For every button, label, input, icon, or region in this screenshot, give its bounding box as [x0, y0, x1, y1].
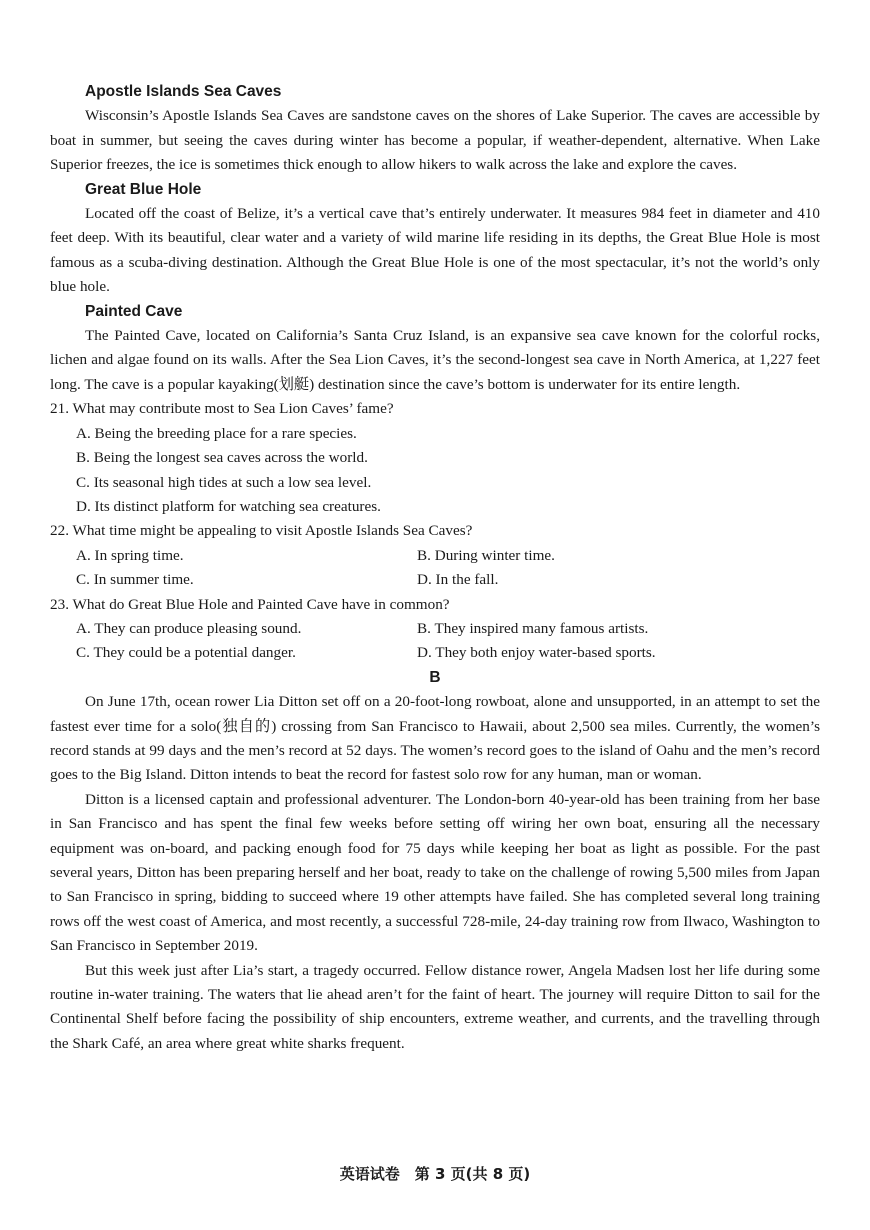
question-23-option-d: D. They both enjoy water-based sports. [417, 644, 656, 662]
passage-b-paragraph-1: On June 17th, ocean rower Lia Ditton set off on a 20-foot-long rowboat, alone and unsupported, in an attempt to set the fastest ever time for a solo(独自的) crossing from San Francisco to Hawaii, about 2,500 sea miles. Currently, the women’s record stands at 99 days and the men’s record at 52 days. The women’s record goes to the island of Oahu and the men’s record goes to the Big Island. Ditton intends to beat the record for fastest solo row for any human, man or woman. [50, 693, 820, 784]
question-21-option-b: B. Being the longest sea caves across the world. [76, 449, 368, 467]
question-21-option-d: D. Its distinct platform for watching sea creatures. [76, 497, 381, 515]
question-23-stem: 23. What do Great Blue Hole and Painted Cave have in common? [50, 595, 450, 613]
question-22-stem: 22. What time might be appealing to visit Apostle Islands Sea Caves? [50, 522, 473, 540]
question-21-option-c: C. Its seasonal high tides at such a low sea level. [76, 473, 372, 491]
question-23-option-c: C. They could be a potential danger. [76, 644, 296, 662]
question-22-option-c: C. In summer time. [76, 571, 194, 589]
passage-b-label: B [429, 668, 441, 686]
question-22-option-a: A. In spring time. [76, 546, 184, 564]
exam-page [50, 80, 820, 1056]
question-21-stem: 21. What may contribute most to Sea Lion Caves’ fame? [50, 400, 394, 418]
heading-great-blue-hole: Great Blue Hole [85, 180, 202, 198]
paragraph-great-blue-hole: Located off the coast of Belize, it’s a vertical cave that’s entirely underwater. It measures 984 feet in diameter and 410 feet deep. With its beautiful, clear water and a variety of wild marine life residing in its depths, the Great Blue Hole is most famous as a scuba-diving destination. Although the Great Blue Hole is one of the most spectacular, it’s not the world’s only blue hole. [50, 205, 820, 296]
heading-painted-cave: Painted Cave [85, 302, 183, 320]
question-22-option-d: D. In the fall. [417, 571, 499, 589]
paragraph-apostle-islands: Wisconsin’s Apostle Islands Sea Caves are sandstone caves on the shores of Lake Superior. The caves are accessible by boat in summer, but seeing the caves during winter has become a popular, if weather-dependent, alternative. When Lake Superior freezes, the ice is sometimes thick enough to allow hikers to walk across the lake and explore the caves. [50, 107, 820, 174]
question-23-option-b: B. They inspired many famous artists. [417, 619, 649, 637]
question-23-option-a: A. They can produce pleasing sound. [76, 619, 302, 637]
heading-apostle-islands: Apostle Islands Sea Caves [85, 83, 282, 100]
question-22-options [50, 544, 820, 593]
question-21-option-a: A. Being the breeding place for a rare species. [76, 424, 357, 442]
question-21-options [50, 422, 820, 520]
passage-b-paragraph-2: Ditton is a licensed captain and professional adventurer. The London-born 40-year-old has been training from her base in San Francisco and has spent the final few weeks before setting off wiring her own boat, ensuring all the necessary equipment was on-board, and packing enough food for 75 days while keeping her boat as light as possible. For the past several years, Ditton has been preparing herself and her boat, ready to take on the challenge of rowing 5,500 miles from Japan to San Francisco in spring, bidding to succeed where 19 other attempts have failed. She has completed several long training rows off the west coast of America, and most recently, a successful 728-mile, 24-day training row from Ilwaco, Washington to San Francisco in September 2019. [50, 790, 820, 955]
paragraph-painted-cave: The Painted Cave, located on California’s Santa Cruz Island, is an expansive sea cave known for the colorful rocks, lichen and algae found on its walls. After the Sea Lion Caves, it’s the second-longest sea cave in North America, at 1,227 feet long. The cave is a popular kayaking(划艇) destination since the cave’s bottom is underwater for its entire length. [50, 327, 820, 393]
question-22-option-b: B. During winter time. [417, 546, 555, 564]
page-footer: 英语试卷 第 3 页(共 8 页) [339, 1165, 531, 1183]
passage-b-paragraph-3: But this week just after Lia’s start, a tragedy occurred. Fellow distance rower, Angela Madsen lost her life during some routine in-water training. The waters that lie ahead aren’t for the faint of heart. The journey will require Ditton to sail for the Continental Shelf before facing the possibility of ship encounters, extreme weather, and currents, and the travelling through the Shark Café, an area where great white sharks frequent. [50, 961, 820, 1052]
question-23-options [50, 617, 820, 666]
